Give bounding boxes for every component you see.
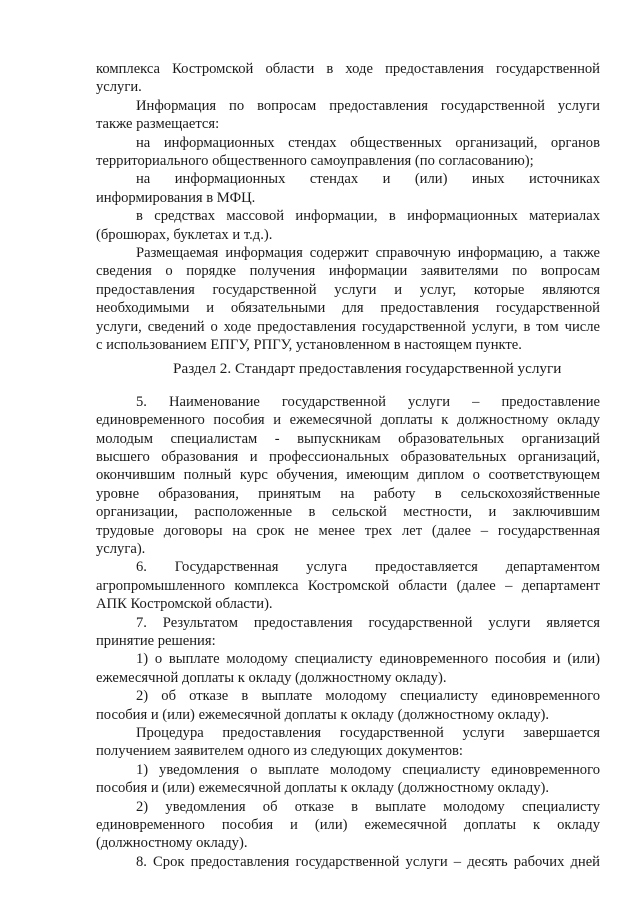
- text-line: организации, расположенные в сельской местности, и заключившим: [96, 504, 600, 520]
- text-line: уровне образования, принятым на работу в сельскохозяйственные: [96, 486, 600, 502]
- text-line: с использованием ЕПГУ, РПГУ, установленном в настоящем пункте.: [96, 337, 522, 353]
- text-line: (брошюрах, буклетах и т.д.).: [96, 227, 273, 243]
- text-line: 1) уведомления о выплате молодому специалисту единовременного: [136, 762, 600, 778]
- text-line: информирования в МФЦ.: [96, 190, 256, 206]
- text-line: на информационных стендах и (или) иных источниках: [136, 171, 600, 187]
- text-line: единовременного пособия и ежемесячной доплаты к должностному окладу: [96, 412, 600, 428]
- text-line: 1) о выплате молодому специалисту единовременного пособия и (или): [136, 651, 600, 667]
- text-line: Информация по вопросам предоставления государственной услуги: [136, 98, 600, 114]
- text-line: 2) об отказе в выплате молодому специалисту единовременного: [136, 688, 600, 704]
- text-line: территориального общественного самоуправления (по согласованию);: [96, 153, 534, 169]
- text-line: необходимыми и обязательными для предоставления государственной: [96, 300, 600, 316]
- text-line: в средствах массовой информации, в информационных материалах: [136, 208, 600, 224]
- text-line: комплекса Костромской области в ходе предоставления государственной: [96, 61, 600, 77]
- text-line: 8. Срок предоставления государственной услуги – десять рабочих дней: [136, 854, 600, 870]
- section-heading: Раздел 2. Стандарт предоставления государственной услуги: [173, 360, 562, 377]
- text-line: ежемесячной доплаты к окладу (должностному окладу).: [96, 670, 447, 686]
- text-line: (должностному окладу).: [96, 835, 248, 851]
- text-line: пособия и (или) ежемесячной доплаты к окладу (должностному окладу).: [96, 707, 550, 723]
- text-line: 7. Результатом предоставления государственной услуги является: [136, 615, 600, 631]
- text-line: на информационных стендах общественных организаций, органов: [136, 135, 600, 151]
- text-line: трудовые договоры на срок не менее трех лет (далее – государственная: [96, 523, 600, 539]
- text-line: Размещаемая информация содержит справочную информацию, а также: [136, 245, 600, 261]
- text-line: 6. Государственная услуга предоставляется департаментом: [136, 559, 600, 575]
- text-line: услуги, сведений о ходе предоставления государственной услуги, в том числе: [96, 319, 600, 335]
- text-line: 5. Наименование государственной услуги – предоставление: [136, 394, 600, 410]
- text-line: предоставления государственной услуги и услуг, которые являются: [96, 282, 600, 298]
- text-line: также размещается:: [96, 116, 220, 132]
- text-line: высшего образования и профессиональных образовательных организаций,: [96, 449, 600, 465]
- text-line: агропромышленного комплекса Костромской области (далее – департамент: [96, 578, 600, 594]
- text-line: сведения о порядке получения информации заявителями по вопросам: [96, 263, 600, 279]
- text-line: услуга).: [96, 541, 146, 557]
- text-line: принятие решения:: [96, 633, 216, 649]
- text-line: Процедура предоставления государственной услуги завершается: [136, 725, 600, 741]
- text-line: получением заявителем одного из следующих документов:: [96, 743, 463, 759]
- text-line: услуги.: [96, 79, 142, 95]
- text-line: 2) уведомления об отказе в выплате молодому специалисту: [136, 799, 600, 815]
- text-line: пособия и (или) ежемесячной доплаты к окладу (должностному окладу).: [96, 780, 550, 796]
- text-line: АПК Костромской области).: [96, 596, 273, 612]
- text-line: молодым специалистам - выпускникам образовательных организаций: [96, 431, 600, 447]
- text-line: окончившим полный курс обучения, имеющим диплом о соответствующем: [96, 467, 600, 483]
- text-line: единовременного пособия и (или) ежемесячной доплаты к окладу: [96, 817, 600, 833]
